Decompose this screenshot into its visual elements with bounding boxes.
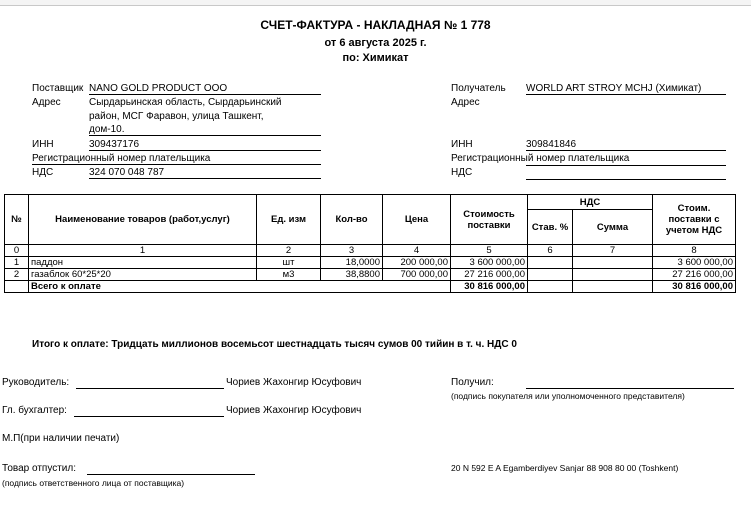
receiver-label: Получатель [451,83,506,94]
index-cell: 8 [653,245,736,257]
released-sign-line [87,474,255,475]
row-name: паддон [29,257,257,269]
invoice-title: СЧЕТ-ФАКТУРА - НАКЛАДНАЯ № 1 778 [260,18,491,32]
total-empty-cell [573,281,653,293]
receiver-reg-line [526,165,726,166]
table-row [5,269,736,281]
supplier-address-line-1: Сырдарьинская область, Сырдарьинский [89,97,282,108]
supplier-inn-label: ИНН [32,139,54,150]
row-total: 3 600 000,00 [653,257,736,269]
director-sign-line [76,388,224,389]
supplier-vat-label: НДС [32,167,54,178]
released-label: Товар отпустил: [2,463,76,474]
total-label: Всего к оплате [29,281,451,293]
row-vat-rate [528,269,573,281]
col-header-price: Цена [383,195,451,245]
supplier-address-line-3: дом-10. [89,124,321,136]
row-unit: м3 [257,269,321,281]
receiver-vat-line [526,179,726,180]
stamp-note: М.П(при наличии печати) [2,433,120,444]
director-label: Руководитель: [2,377,70,388]
row-price: 200 000,00 [383,257,451,269]
supplier-inn: 309437176 [89,139,321,151]
received-caption: (подпись покупателя или уполномоченного представителя) [451,391,685,401]
receiver-reg-label: Регистрационный номер плательщика [451,153,630,164]
total-empty-cell [5,281,29,293]
released-caption: (подпись ответственного лица от поставщика) [2,478,185,488]
index-cell: 2 [257,245,321,257]
col-header-unit: Ед. изм [257,195,321,245]
index-cell: 0 [5,245,29,257]
supplier-reg-label: Регистрационный номер плательщика [32,153,321,165]
received-sign-line [526,388,734,389]
supplier-name: NANO GOLD PRODUCT OOO [89,83,321,95]
col-header-total: Стоим. поставки с учетом НДС [653,195,736,245]
index-cell: 4 [383,245,451,257]
row-num: 1 [5,257,29,269]
total-with-vat: 30 816 000,00 [653,281,736,293]
supplier-label: Поставщик [32,83,84,94]
total-empty-cell [528,281,573,293]
col-header-vat-rate: Став. % [528,210,573,245]
accountant-name: Чориев Жахонгир Юсуфович [226,405,362,416]
table-total-row [5,281,736,293]
row-vat-sum [573,257,653,269]
col-header-vat: НДС [528,195,653,210]
table-row [5,257,736,269]
total-cost: 30 816 000,00 [451,281,528,293]
row-num: 2 [5,269,29,281]
sum-in-words: Итого к оплате: Тридцать миллионов восемьсот шестнадцать тысяч сумов 00 тийин в т. ч. НДС 0 [32,339,517,350]
accountant-label: Гл. бухгалтер: [2,405,67,416]
col-header-num: № [5,195,29,245]
received-label: Получил: [451,377,494,388]
invoice-table [4,194,736,293]
receiver-address-label: Адрес [451,97,480,108]
index-cell: 7 [573,245,653,257]
row-qty: 38,8800 [321,269,383,281]
supplier-vat: 324 070 048 787 [89,167,321,179]
row-name: газаблок 60*25*20 [29,269,257,281]
supplier-address-line-2: район, МСГ Фаравон, улица Ташкент, [89,111,264,122]
row-cost: 3 600 000,00 [451,257,528,269]
row-vat-sum [573,269,653,281]
receiver-vat-label: НДС [451,167,473,178]
index-cell: 5 [451,245,528,257]
receiver-inn: 309841846 [526,139,726,151]
director-name: Чориев Жахонгир Юсуфович [226,377,362,388]
index-cell: 6 [528,245,573,257]
row-vat-rate [528,257,573,269]
col-header-name: Наименование товаров (работ,услуг) [29,195,257,245]
row-cost: 27 216 000,00 [451,269,528,281]
col-header-qty: Кол-во [321,195,383,245]
sheet-column-header-bar [0,0,751,6]
row-price: 700 000,00 [383,269,451,281]
receiver-inn-label: ИНН [451,139,473,150]
driver-info: 20 N 592 E A Egamberdiyev Sanjar 88 908 80 00 (Toshkent) [451,463,679,473]
col-header-vat-sum: Сумма [573,210,653,245]
invoice-date: от 6 августа 2025 г. [324,37,427,49]
invoice-basis: по: Химикат [342,52,409,64]
col-header-cost: Стоимость поставки [451,195,528,245]
row-unit: шт [257,257,321,269]
index-cell: 1 [29,245,257,257]
receiver-name: WORLD ART STROY MCHJ (Химикат) [526,83,726,95]
accountant-sign-line [74,416,224,417]
row-total: 27 216 000,00 [653,269,736,281]
supplier-address-label: Адрес [32,97,61,108]
row-qty: 18,0000 [321,257,383,269]
index-cell: 3 [321,245,383,257]
